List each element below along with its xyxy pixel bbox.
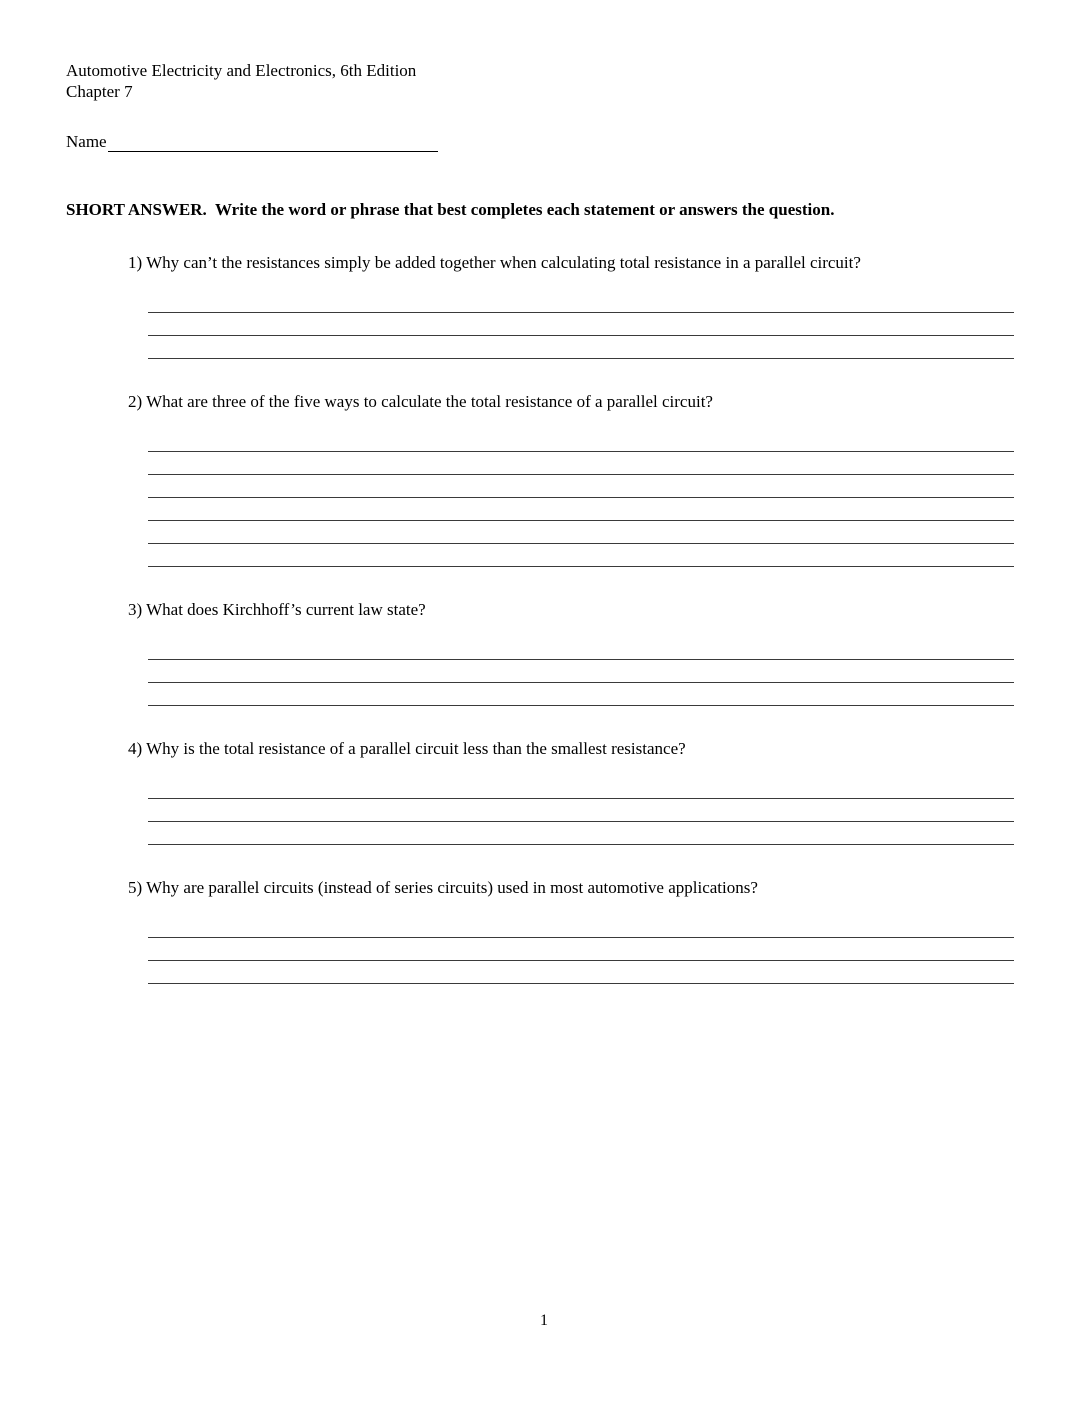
answer-lines	[148, 637, 1014, 706]
document-header	[66, 60, 1018, 102]
answer-blank-line	[148, 452, 1014, 475]
answer-blank-line	[148, 429, 1014, 452]
question-block	[66, 252, 1018, 359]
answer-blank-line	[148, 637, 1014, 660]
answer-blank-line	[148, 683, 1014, 706]
answer-blank-line	[148, 521, 1014, 544]
question-block	[66, 738, 1018, 845]
page-number: 1	[540, 1312, 548, 1329]
answer-blank-line	[148, 544, 1014, 567]
answer-lines	[148, 290, 1014, 359]
answer-blank-line	[148, 799, 1014, 822]
question-text: 2) What are three of the five ways to calculate the total resistance of a parallel circuit?	[128, 392, 713, 411]
question-text: 5) Why are parallel circuits (instead of series circuits) used in most automotive applications?	[128, 878, 758, 897]
section-instructions: SHORT ANSWER. Write the word or phrase that best completes each statement or answers the question.	[66, 200, 835, 219]
questions-list	[66, 252, 1018, 984]
answer-blank-line	[148, 961, 1014, 984]
answer-blank-line	[148, 822, 1014, 845]
question-text: 3) What does Kirchhoff’s current law state?	[128, 600, 426, 619]
name-row	[66, 132, 1018, 152]
answer-blank-line	[148, 915, 1014, 938]
question-block	[66, 877, 1018, 984]
book-title: Automotive Electricity and Electronics, 6th Edition	[66, 61, 417, 80]
answer-blank-line	[148, 938, 1014, 961]
answer-blank-line	[148, 290, 1014, 313]
question-text: 4) Why is the total resistance of a parallel circuit less than the smallest resistance?	[128, 739, 686, 758]
name-label: Name	[66, 132, 107, 151]
answer-lines	[148, 776, 1014, 845]
answer-blank-line	[148, 776, 1014, 799]
answer-blank-line	[148, 475, 1014, 498]
question-block	[66, 391, 1018, 567]
question-block	[66, 599, 1018, 706]
chapter-label: Chapter 7	[66, 82, 133, 101]
answer-blank-line	[148, 660, 1014, 683]
answer-blank-line	[148, 498, 1014, 521]
answer-blank-line	[148, 336, 1014, 359]
answer-lines	[148, 429, 1014, 567]
name-blank-line	[108, 133, 438, 152]
question-text: 1) Why can’t the resistances simply be added together when calculating total resistance in a parallel circuit?	[128, 253, 861, 272]
answer-lines	[148, 915, 1014, 984]
answer-blank-line	[148, 313, 1014, 336]
